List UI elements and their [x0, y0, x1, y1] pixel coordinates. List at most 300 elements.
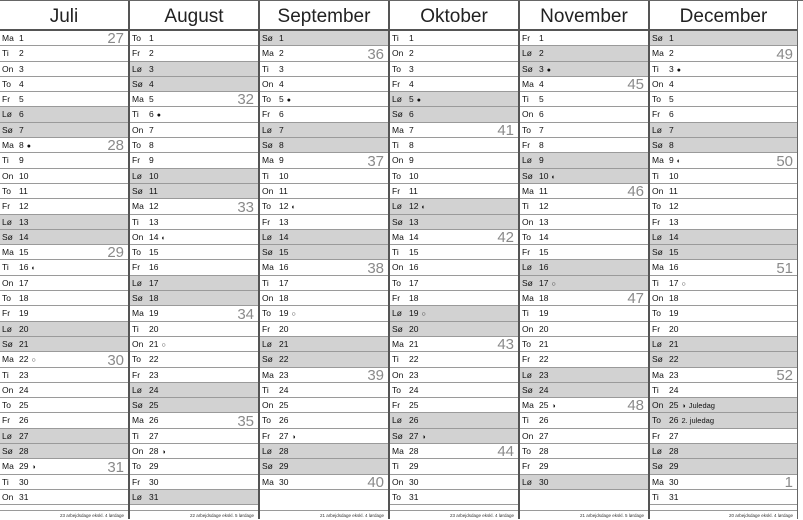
day-row [390, 291, 518, 306]
day-number: 25 [19, 400, 29, 411]
weekday-abbrev: Sø [132, 293, 143, 304]
weekday-abbrev: Lø [652, 446, 662, 457]
weekday-abbrev: Lø [132, 384, 142, 395]
day-row [520, 291, 648, 306]
weekday-abbrev: Fr [2, 94, 11, 105]
day-number: 1 [539, 33, 544, 43]
month-title: August [130, 1, 258, 31]
day-number: 15 [149, 247, 159, 258]
weekday-abbrev: To [392, 63, 401, 74]
day-row [260, 429, 388, 444]
day-row [260, 459, 388, 474]
day-row [0, 230, 128, 245]
weekday-abbrev: Lø [2, 216, 12, 227]
weekday-abbrev: Ma [522, 400, 534, 411]
day-row [520, 444, 648, 459]
moon-phase-icon: ◑ [161, 449, 166, 457]
day-number: 24 [409, 384, 419, 395]
week-number: 34 [237, 305, 254, 323]
weekday-abbrev: Fr [262, 216, 271, 227]
weekday-abbrev: Lø [652, 231, 662, 242]
day-number: 11 [409, 185, 418, 196]
day-row [520, 368, 648, 383]
day-number: 25 [149, 400, 159, 411]
day-number: 25 [409, 400, 419, 411]
day-number: 18 [409, 293, 419, 304]
day-number: 4 [279, 78, 284, 89]
day-row [390, 383, 518, 398]
day-row [0, 368, 128, 383]
day-row [520, 459, 648, 474]
day-row [260, 153, 388, 168]
day-row [0, 291, 128, 306]
day-row [130, 291, 258, 306]
day-number: 26 [409, 415, 419, 426]
day-row [0, 153, 128, 168]
weekday-abbrev: Ma [652, 369, 664, 380]
weekday-abbrev: Ti [132, 323, 139, 334]
day-number: 9 [149, 155, 154, 166]
day-row [650, 413, 797, 428]
day-number: 23 [669, 369, 679, 380]
day-row [390, 153, 518, 168]
day-row [520, 322, 648, 337]
day-row [390, 322, 518, 337]
weekday-abbrev: Ti [652, 491, 659, 502]
weekday-abbrev: Ma [262, 48, 274, 59]
day-row [260, 230, 388, 245]
day-number: 16 [409, 262, 419, 273]
weekday-abbrev: To [2, 293, 11, 304]
weekday-abbrev: Ti [652, 63, 659, 74]
day-number: 15 [19, 247, 29, 258]
day-number: 3 [669, 63, 674, 74]
day-number: 17 [409, 277, 419, 288]
moon-phase-icon: ○ [681, 280, 686, 288]
day-row [260, 352, 388, 367]
weekday-abbrev: Ma [132, 94, 144, 105]
weekday-abbrev: Ti [2, 369, 9, 380]
day-number: 4 [149, 78, 154, 89]
day-row [390, 429, 518, 444]
weekday-abbrev: Fr [262, 109, 271, 120]
day-number: 13 [149, 216, 159, 227]
day-row [650, 337, 797, 352]
day-row [650, 138, 797, 153]
weekday-abbrev: To [392, 384, 401, 395]
week-number: 40 [367, 473, 384, 491]
weekday-abbrev: Ma [392, 338, 404, 349]
week-number: 36 [367, 45, 384, 63]
weekday-abbrev: Sø [262, 140, 273, 151]
day-number: 12 [279, 201, 289, 212]
day-row [260, 199, 388, 214]
weekday-abbrev: Ti [392, 461, 399, 472]
day-row [0, 475, 128, 490]
moon-phase-icon: ● [676, 66, 681, 74]
day-number: 5 [539, 94, 544, 105]
weekday-abbrev: Ti [522, 94, 529, 105]
week-number: 35 [237, 412, 254, 430]
week-number: 32 [237, 91, 254, 109]
weekday-abbrev: Lø [262, 338, 272, 349]
day-number: 1 [669, 33, 674, 43]
day-number: 26 [149, 415, 159, 426]
day-number: 27 [539, 430, 549, 441]
week-number: 43 [497, 336, 514, 354]
moon-phase-icon: ◐ [291, 204, 296, 212]
weekday-abbrev: On [2, 170, 14, 181]
week-number: 27 [107, 30, 124, 48]
weekday-abbrev: On [522, 430, 534, 441]
weekday-abbrev: Sø [2, 124, 13, 135]
day-row [0, 444, 128, 459]
weekday-abbrev: Ti [132, 430, 139, 441]
day-row [650, 184, 797, 199]
week-number: 44 [497, 443, 514, 461]
month-footer-workdays: 21 arbejdsdage ekskl. 4 lørdage [260, 510, 388, 519]
day-row [0, 459, 128, 474]
day-row [130, 413, 258, 428]
day-number: 1 [19, 33, 24, 43]
week-number: 29 [107, 244, 124, 262]
day-number: 14 [669, 231, 679, 242]
weekday-abbrev: On [2, 491, 14, 502]
day-number: 21 [669, 338, 679, 349]
weekday-abbrev: Sø [652, 247, 663, 258]
moon-phase-icon: ○ [161, 341, 166, 349]
weekday-abbrev: To [132, 33, 141, 43]
day-row [130, 46, 258, 61]
moon-phase-icon: ◑ [291, 433, 296, 441]
day-number: 19 [149, 308, 159, 319]
weekday-abbrev: Sø [392, 216, 403, 227]
day-number: 26 [19, 415, 29, 426]
day-number: 21 [149, 338, 159, 349]
day-row [650, 199, 797, 214]
day-row [650, 398, 797, 413]
day-number: 8 [409, 140, 414, 151]
day-number: 10 [409, 170, 419, 181]
day-number: 19 [19, 308, 29, 319]
day-number: 20 [279, 323, 289, 334]
day-number: 29 [669, 461, 679, 472]
day-row [390, 490, 518, 505]
month-footer-workdays: 23 arbejdsdage ekskl. 4 lørdage [390, 510, 518, 519]
day-row [650, 215, 797, 230]
week-number: 48 [627, 397, 644, 415]
day-list [390, 31, 518, 505]
day-number: 29 [19, 461, 29, 472]
day-row [130, 459, 258, 474]
month-footer-workdays: 22 arbejdsdage ekskl. 5 lørdage [130, 510, 258, 519]
day-number: 5 [19, 94, 24, 105]
weekday-abbrev: Ma [132, 201, 144, 212]
day-number: 10 [669, 170, 679, 181]
day-number: 29 [279, 461, 289, 472]
weekday-abbrev: Sø [2, 446, 13, 457]
day-number: 20 [19, 323, 29, 334]
day-row [650, 62, 797, 77]
day-row [390, 398, 518, 413]
day-number: 30 [19, 476, 29, 487]
weekday-abbrev: Lø [392, 308, 402, 319]
day-number: 28 [539, 446, 549, 457]
day-number: 7 [279, 124, 284, 135]
moon-phase-icon: ◑ [681, 403, 686, 411]
day-number: 2 [149, 48, 154, 59]
month-column-oktober [390, 1, 520, 519]
day-number: 8 [279, 140, 284, 151]
month-title: Juli [0, 1, 128, 31]
holiday-note: 2. juledag [681, 416, 714, 426]
day-row [650, 107, 797, 122]
day-row [130, 169, 258, 184]
weekday-abbrev: Lø [522, 48, 532, 59]
day-row [130, 398, 258, 413]
day-number: 19 [409, 308, 419, 319]
weekday-abbrev: Sø [392, 323, 403, 334]
day-row [520, 46, 648, 61]
day-row [520, 230, 648, 245]
day-row [0, 413, 128, 428]
weekday-abbrev: On [522, 216, 534, 227]
day-number: 22 [669, 354, 679, 365]
day-number: 29 [539, 461, 549, 472]
day-number: 12 [539, 201, 549, 212]
weekday-abbrev: Lø [2, 109, 12, 120]
weekday-abbrev: Sø [262, 33, 273, 43]
week-number: 52 [776, 366, 793, 384]
moon-phase-icon: ◐ [31, 265, 36, 273]
day-number: 24 [19, 384, 29, 395]
weekday-abbrev: Fr [2, 415, 11, 426]
weekday-abbrev: To [522, 231, 531, 242]
day-number: 11 [19, 185, 28, 196]
day-number: 10 [19, 170, 29, 181]
weekday-abbrev: To [522, 338, 531, 349]
day-number: 14 [279, 231, 289, 242]
day-number: 20 [149, 323, 159, 334]
weekday-abbrev: Ti [132, 216, 139, 227]
weekday-abbrev: On [262, 78, 274, 89]
weekday-abbrev: Ti [2, 48, 9, 59]
day-row [130, 77, 258, 92]
weekday-abbrev: Ti [522, 415, 529, 426]
holiday-note: Juledag [688, 401, 715, 411]
day-row [520, 352, 648, 367]
day-number: 5 [149, 94, 154, 105]
day-number: 21 [539, 338, 549, 349]
day-row [0, 138, 128, 153]
day-number: 3 [19, 63, 24, 74]
weekday-abbrev: Ma [652, 262, 664, 273]
day-list [650, 31, 797, 505]
day-row [650, 260, 797, 275]
day-row [0, 184, 128, 199]
day-row [520, 398, 648, 413]
day-number: 30 [409, 476, 419, 487]
day-number: 24 [539, 384, 549, 395]
day-number: 18 [149, 293, 159, 304]
day-row [650, 245, 797, 260]
weekday-abbrev: Lø [522, 155, 532, 166]
day-number: 12 [669, 201, 679, 212]
day-number: 8 [539, 140, 544, 151]
day-row [520, 123, 648, 138]
day-row [390, 184, 518, 199]
day-row [130, 490, 258, 505]
day-row [650, 475, 797, 490]
weekday-abbrev: Sø [392, 109, 403, 120]
day-row [650, 291, 797, 306]
weekday-abbrev: On [652, 78, 664, 89]
day-number: 16 [279, 262, 289, 273]
weekday-abbrev: To [262, 308, 271, 319]
day-row [260, 398, 388, 413]
day-number: 31 [669, 491, 679, 502]
day-row [390, 337, 518, 352]
day-number: 15 [279, 247, 289, 258]
day-row [520, 153, 648, 168]
day-number: 15 [669, 247, 679, 258]
day-row [390, 245, 518, 260]
day-number: 18 [19, 293, 29, 304]
day-row [520, 107, 648, 122]
day-row [0, 169, 128, 184]
day-row [650, 123, 797, 138]
moon-phase-icon: ○ [291, 311, 296, 319]
day-number: 10 [539, 170, 549, 181]
day-number: 14 [19, 231, 29, 242]
day-number: 13 [279, 216, 289, 227]
weekday-abbrev: Ti [392, 140, 399, 151]
weekday-abbrev: On [132, 231, 144, 242]
day-number: 17 [19, 277, 29, 288]
week-number: 50 [776, 152, 793, 170]
day-number: 27 [19, 430, 29, 441]
weekday-abbrev: Ma [2, 33, 14, 43]
day-row [0, 383, 128, 398]
moon-phase-icon: ● [546, 66, 551, 74]
weekday-abbrev: Sø [522, 63, 533, 74]
day-row [650, 429, 797, 444]
day-number: 17 [279, 277, 289, 288]
day-row [0, 62, 128, 77]
weekday-abbrev: Fr [392, 185, 401, 196]
moon-phase-icon: ● [416, 97, 421, 105]
weekday-abbrev: Fr [132, 48, 141, 59]
day-number: 17 [669, 277, 679, 288]
weekday-abbrev: Lø [522, 262, 532, 273]
weekday-abbrev: Ma [262, 262, 274, 273]
day-number: 2 [19, 48, 24, 59]
day-row [650, 230, 797, 245]
month-title: November [520, 1, 648, 31]
day-row [0, 107, 128, 122]
day-number: 2 [669, 48, 674, 59]
weekday-abbrev: Lø [522, 476, 532, 487]
day-number: 11 [279, 185, 288, 196]
day-number: 4 [19, 78, 24, 89]
weekday-abbrev: Ti [2, 155, 9, 166]
weekday-abbrev: Lø [262, 231, 272, 242]
weekday-abbrev: Fr [522, 140, 531, 151]
weekday-abbrev: Fr [652, 109, 661, 120]
day-number: 19 [669, 308, 679, 319]
day-row [520, 184, 648, 199]
day-number: 19 [539, 308, 549, 319]
weekday-abbrev: To [132, 247, 141, 258]
day-number: 27 [669, 430, 679, 441]
day-number: 9 [19, 155, 24, 166]
moon-phase-icon: ○ [31, 357, 36, 365]
weekday-abbrev: To [2, 78, 11, 89]
day-number: 22 [19, 354, 29, 365]
day-number: 31 [19, 491, 29, 502]
weekday-abbrev: Fr [132, 262, 141, 273]
day-number: 6 [279, 109, 284, 120]
day-row [130, 230, 258, 245]
day-number: 22 [539, 354, 549, 365]
month-footer-workdays: 21 arbejdsdage ekskl. 5 lørdage [520, 510, 648, 519]
weekday-abbrev: Ma [262, 476, 274, 487]
day-number: 31 [409, 491, 419, 502]
month-footer-workdays: 23 arbejdsdage ekskl. 4 lørdage [0, 510, 128, 519]
day-row [0, 199, 128, 214]
day-row [0, 77, 128, 92]
day-row [520, 475, 648, 490]
day-number: 17 [539, 277, 549, 288]
day-row [0, 490, 128, 505]
day-number: 18 [279, 293, 289, 304]
day-number: 21 [409, 338, 419, 349]
day-row [130, 383, 258, 398]
week-number: 28 [107, 137, 124, 155]
weekday-abbrev: Ti [652, 277, 659, 288]
month-title: December [650, 1, 797, 31]
day-row [130, 352, 258, 367]
day-number: 22 [279, 354, 289, 365]
day-row [0, 276, 128, 291]
day-number: 14 [409, 231, 419, 242]
weekday-abbrev: Lø [132, 63, 142, 74]
day-row [520, 306, 648, 321]
weekday-abbrev: On [262, 185, 274, 196]
day-number: 9 [279, 155, 284, 166]
moon-phase-icon: ◐ [421, 204, 426, 212]
day-number: 6 [19, 109, 24, 120]
moon-phase-icon: ◐ [161, 234, 166, 242]
day-number: 23 [409, 369, 419, 380]
day-row [130, 184, 258, 199]
day-number: 5 [669, 94, 674, 105]
day-row [650, 306, 797, 321]
day-row [390, 123, 518, 138]
day-row [390, 169, 518, 184]
day-number: 20 [539, 323, 549, 334]
weekday-abbrev: Ma [2, 247, 14, 258]
weekday-abbrev: Fr [2, 308, 11, 319]
day-number: 4 [669, 78, 674, 89]
weekday-abbrev: To [392, 277, 401, 288]
weekday-abbrev: On [2, 277, 14, 288]
moon-phase-icon: ○ [551, 280, 556, 288]
weekday-abbrev: Lø [392, 201, 402, 212]
day-row [0, 352, 128, 367]
day-row [260, 215, 388, 230]
week-number: 49 [776, 45, 793, 63]
